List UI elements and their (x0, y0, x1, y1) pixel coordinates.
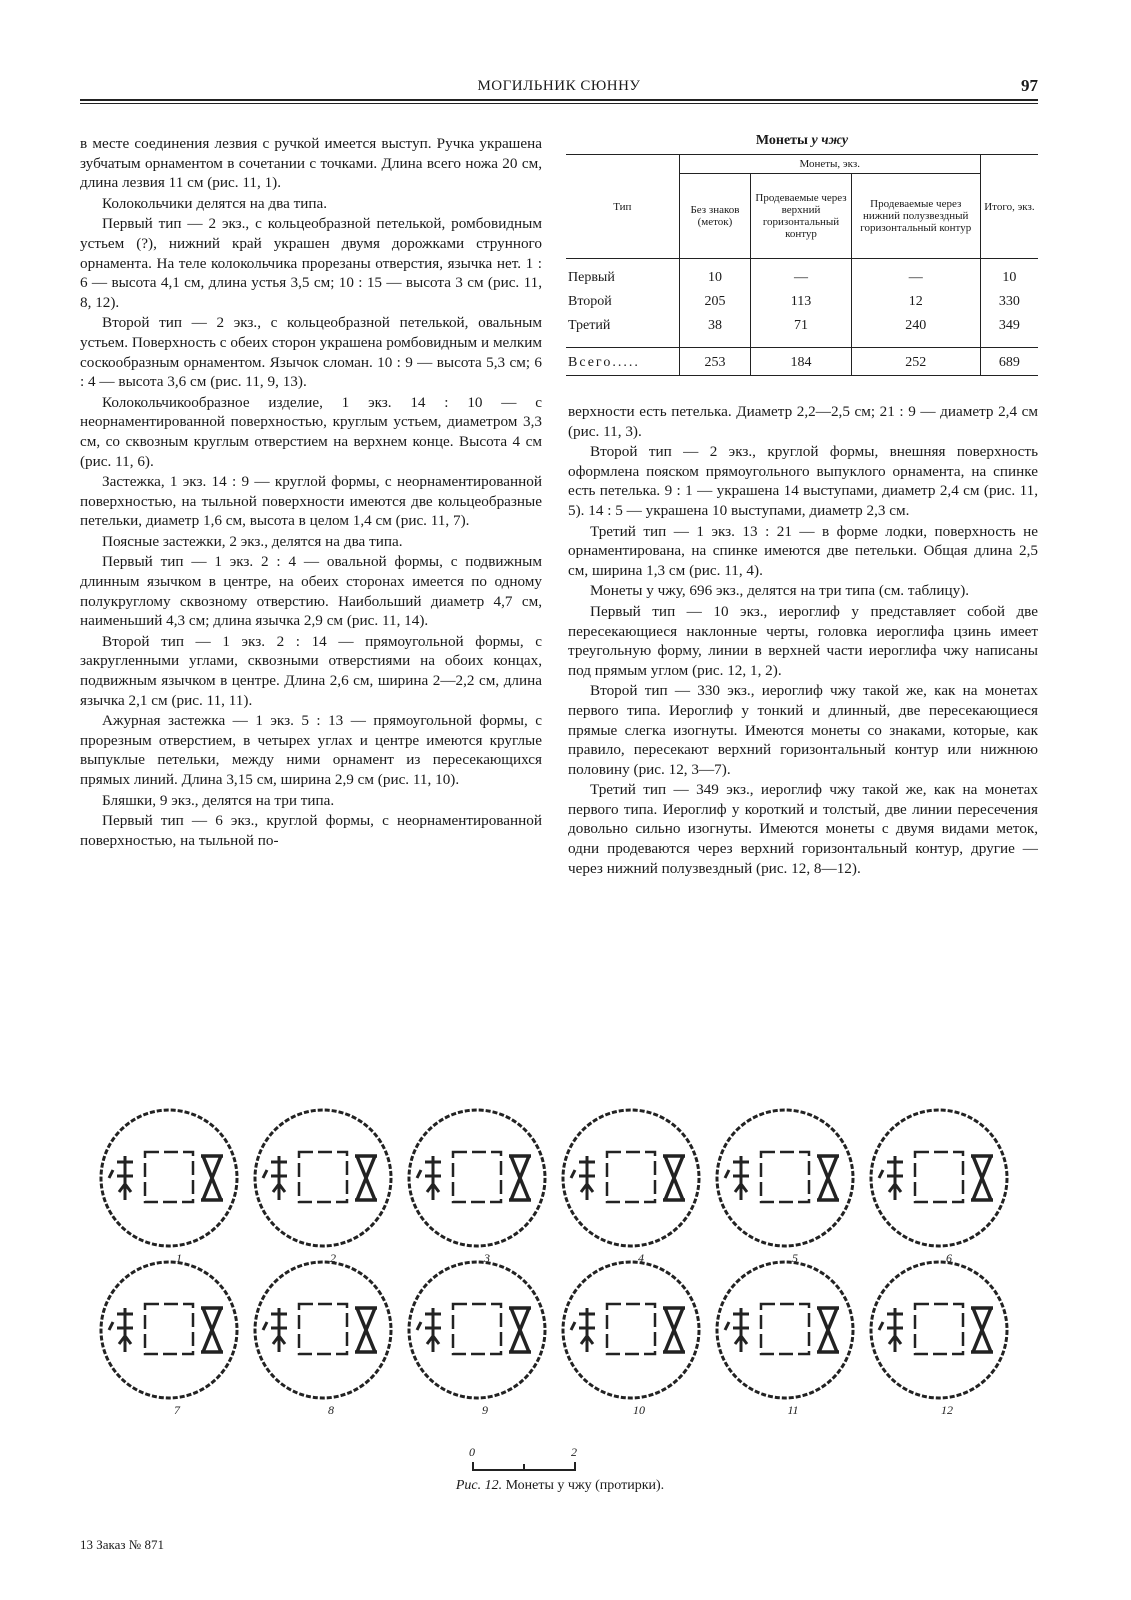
coin-rubbing (871, 1262, 1007, 1398)
table-cell: 330 (980, 290, 1038, 314)
coin-square-hole (915, 1304, 963, 1354)
table-cell: — (751, 259, 851, 291)
coin-number-label: 10 (633, 1403, 645, 1417)
coin-square-hole (453, 1304, 501, 1354)
coin-character-wu (971, 1308, 993, 1352)
table-header-group: Монеты, экз. (679, 155, 980, 174)
table-cell: Первый (566, 259, 679, 291)
coin-square-hole (145, 1304, 193, 1354)
table-total-row (566, 348, 1038, 376)
paragraph: Третий тип — 1 экз. 13 : 21 — в форме лодки, поверхность не орнаментирована, на спинке имеются две петельки. Общая длина 2,5 см, ширина 1,3 см (рис. 11, 4). (568, 522, 1038, 579)
coin-character-wu (817, 1156, 839, 1200)
coin-rubbing (255, 1110, 391, 1246)
coin-square-hole (299, 1304, 347, 1354)
header-rule (80, 99, 1038, 101)
right-column (568, 402, 1038, 878)
coin-number-label: 1 (176, 1251, 182, 1265)
coin-rim (409, 1110, 545, 1246)
table-cell: 12 (851, 290, 980, 314)
coin-rubbings-figure (95, 1100, 1035, 1435)
coin-number-label: 11 (787, 1403, 799, 1417)
coin-number-label: 12 (941, 1403, 953, 1417)
coin-number-label: 4 (638, 1251, 644, 1265)
table-header-no-marks: Без знаков (меток) (679, 174, 751, 259)
paragraph: Первый тип — 6 экз., круглой формы, с неорнаментированной поверхностью, на тыльной по- (80, 812, 542, 849)
coin-rubbing (717, 1110, 853, 1246)
coin-rubbing (717, 1262, 853, 1398)
table-row (566, 290, 1038, 314)
coin-character-wu (509, 1156, 531, 1200)
coin-character-wu (355, 1156, 377, 1200)
coin-square-hole (453, 1152, 501, 1202)
coin-rubbing (409, 1262, 545, 1398)
table-cell: 38 (679, 314, 751, 348)
paragraph: Второй тип — 330 экз., иероглиф чжу такой же, как на монетах первого типа. Иероглиф у тонкий и длинный, две пересекающиеся прямые слегка изогнуты. Имеются монеты со знаками, которые, как правило, пересекают верхний горизонтальный контур или нижнюю половину (рис. 12, 3—7). (568, 682, 1038, 778)
paragraph: Колокольчики делятся на два типа. (102, 194, 328, 212)
table-cell: 349 (980, 314, 1038, 348)
coin-character-zhu (725, 1308, 749, 1352)
table-header-total: Итого, экз. (980, 155, 1038, 259)
paragraph: в месте соединения лезвия с ручкой имеется выступ. Ручка украшена зубчатым орнаментом в сочетании с точками. Длина всего ножа 20 см, длина лезвия 11 см (рис. 11, 1). (80, 135, 542, 192)
coin-square-hole (145, 1152, 193, 1202)
coin-character-zhu (263, 1308, 287, 1352)
paragraph: Первый тип — 2 экз., с кольцеобразной петелькой, ромбовидным устьем (?), нижний край украшен двумя дорожками струнного орнамента. На теле колокольчика прорезаны отверстия, язычка нет. 1 : 6 — высота 4,1 см, длина устья 3,5 см; 10 : 15 — высота 3 см (рис. 11, 8, 12). (80, 215, 542, 311)
coin-rim (717, 1110, 853, 1246)
coin-number-label: 6 (946, 1251, 952, 1265)
coin-number-label: 7 (174, 1403, 180, 1417)
coin-number-label: 9 (482, 1403, 488, 1417)
table-cell: Третий (566, 314, 679, 348)
coin-character-zhu (417, 1308, 441, 1352)
coin-character-wu (971, 1156, 993, 1200)
coin-number-label: 3 (484, 1251, 490, 1265)
paragraph: Монеты у чжу, 696 экз., делятся на три типа (см. таблицу). (590, 582, 970, 600)
table-cell: 205 (679, 290, 751, 314)
table-caption (566, 133, 1038, 149)
coin-character-wu (201, 1156, 223, 1200)
coin-rubbing (563, 1262, 699, 1398)
coin-rim (871, 1110, 1007, 1246)
coin-character-wu (201, 1308, 223, 1352)
coin-character-zhu (109, 1308, 133, 1352)
coin-rim (255, 1262, 391, 1398)
coin-square-hole (915, 1152, 963, 1202)
page-number: 97 (1021, 76, 1038, 95)
coin-character-zhu (109, 1156, 133, 1200)
coin-number-label: 8 (328, 1403, 334, 1417)
printer-signature: 13 Заказ № 871 (80, 1537, 164, 1552)
paragraph: Застежка, 1 экз. 14 : 9 — круглой формы, с неорнаментированной поверхностью, на тыльной поверхности имеются две кольцеобразные петельки, диаметр 1,6 см, высота в целом 1,4 см (рис. 11, 7). (80, 473, 542, 530)
coin-square-hole (761, 1304, 809, 1354)
paragraph: Второй тип — 2 экз., круглой формы, внешняя поверхность оформлена пояском прямоугольного выпуклого орнамента, на спинке есть петелька. 9 : 1 — украшена 14 выступами, диаметр 2,4 см (рис. 11, 5). 14 : 5 — украшена 10 выступами, диаметр 2,3 см. (568, 443, 1038, 519)
paragraph: верхности есть петелька. Диаметр 2,2—2,5 см; 21 : 9 — диаметр 2,4 см (рис. 11, 3). (568, 403, 1038, 440)
paragraph: Второй тип — 2 экз., с кольцеобразной петелькой, овальным устьем. Поверхность с обеих сторон украшена ромбовидным и мелким соскообразным орнаментом. Язычок сломан. 10 : 9 — высота 5,3 см; 6 : 4 — высота 3,6 см (рис. 11, 9, 13). (80, 314, 542, 391)
table-cell: 10 (980, 259, 1038, 291)
scale-bar (465, 1446, 585, 1476)
coin-number-label: 2 (330, 1251, 336, 1265)
table-header-type: Тип (566, 155, 679, 259)
coin-rim (255, 1110, 391, 1246)
table-cell: 252 (851, 348, 980, 376)
table-row (566, 259, 1038, 291)
table-caption-italic: у чжу (811, 133, 849, 148)
table-cell: 113 (751, 290, 851, 314)
coin-rim (101, 1110, 237, 1246)
table-cell: 184 (751, 348, 851, 376)
coin-character-zhu (879, 1156, 903, 1200)
paragraph: Колокольчикообразное изделие, 1 экз. 14 : 10 — с неорнаментированной поверхностью, круглым устьем, диаметром 3,3 см, со сквозным круглым отверстием на верхнем конце. Высота 4 см (рис. 11, 6). (80, 393, 542, 470)
coin-rubbing (409, 1110, 545, 1246)
coin-square-hole (607, 1304, 655, 1354)
table-cell: 253 (679, 348, 751, 376)
coin-character-zhu (725, 1156, 749, 1200)
table-cell: 71 (751, 314, 851, 348)
figure-caption-prefix: Рис. 12. (455, 1478, 503, 1493)
coin-character-wu (355, 1308, 377, 1352)
coin-character-wu (663, 1156, 685, 1200)
coin-rubbing (255, 1262, 391, 1398)
table-header-upper: Продеваемые через верхний горизонтальный контур (751, 174, 851, 259)
coin-character-zhu (263, 1156, 287, 1200)
table-header-lower: Продеваемые через нижний полузвездный горизонтальный контур (851, 174, 980, 259)
coin-square-hole (299, 1152, 347, 1202)
coin-character-zhu (417, 1156, 441, 1200)
coin-rubbing (101, 1262, 237, 1398)
coin-character-zhu (879, 1308, 903, 1352)
coin-character-zhu (571, 1308, 595, 1352)
table-row (566, 314, 1038, 348)
header-rule-thin (80, 103, 1038, 104)
coin-rim (717, 1262, 853, 1398)
paragraph: Ажурная застежка — 1 экз. 5 : 13 — прямоугольной формы, с прорезным отверстием, в четырех углах и центре имеются круглые выпуклые петельки, между ними орнамент из пересекающихся прямых линий. Длина 3,15 см, ширина 2,9 см (рис. 11, 10). (80, 712, 542, 788)
paragraph: Бляшки, 9 экз., делятся на три типа. (102, 791, 335, 809)
table-cell: 10 (679, 259, 751, 291)
table-caption-prefix: Монеты (755, 133, 808, 148)
table-cell: Всего..... (566, 348, 679, 376)
table-cell: 240 (851, 314, 980, 348)
running-header (80, 76, 1038, 98)
scale-start-label: 0 (469, 1446, 475, 1459)
running-title: МОГИЛЬНИК СЮННУ (477, 78, 641, 94)
coin-square-hole (607, 1152, 655, 1202)
coin-rim (871, 1262, 1007, 1398)
coin-rubbing (563, 1110, 699, 1246)
coin-character-zhu (571, 1156, 595, 1200)
paragraph: Третий тип — 349 экз., иероглиф чжу такой же, как на монетах первого типа. Иероглиф у короткий и толстый, две линии пересечения довольно сильно изогнуты. Имеются монеты с двумя видами меток, одни продеваются через верхний горизонтальный контур, другие — через нижний полузвездный (рис. 12, 8—12). (568, 781, 1038, 877)
coin-character-wu (509, 1308, 531, 1352)
paragraph: Первый тип — 1 экз. 2 : 4 — овальной формы, с подвижным длинным язычком в центре, на обеих сторонах имеется по одному полукруглому сквозному отверстию. Наибольший диаметр 4,7 см, наименьший 4,3 см; длина язычка 2,9 см (рис. 11, 14). (80, 553, 542, 630)
coin-rubbing (101, 1110, 237, 1246)
coin-character-wu (817, 1308, 839, 1352)
coin-number-label: 5 (792, 1251, 798, 1265)
figure-caption-text: Монеты у чжу (протирки). (505, 1478, 665, 1493)
coin-rim (101, 1262, 237, 1398)
coin-square-hole (761, 1152, 809, 1202)
left-column (80, 134, 542, 850)
scale-end-label: 2 (571, 1446, 577, 1459)
paragraph: Второй тип — 1 экз. 2 : 14 — прямоугольной формы, с закругленными углами, сквозными отверстиями на обоих концах, подвижным язычком в центре. Длина 2,6 см, ширина 2—2,2 см, длина язычка 2,1 см (рис. 11, 11). (80, 632, 542, 709)
table-cell: Второй (566, 290, 679, 314)
coin-rim (563, 1262, 699, 1398)
table-cell: 689 (980, 348, 1038, 376)
paragraph: Поясные застежки, 2 экз., делятся на два типа. (102, 532, 403, 550)
coin-character-wu (663, 1308, 685, 1352)
paragraph: Первый тип — 10 экз., иероглиф у представляет собой две пересекающиеся наклонные черты, головка иероглифа цзинь имеет треугольную форму, линии в верхней части иероглифа чжу написаны под прямым углом (рис. 12, 1, 2). (568, 602, 1038, 679)
coin-rubbing (871, 1110, 1007, 1246)
table-cell: — (851, 259, 980, 291)
coin-rim (409, 1262, 545, 1398)
coins-table (566, 154, 1038, 376)
figure-caption (380, 1478, 740, 1494)
coin-rim (563, 1110, 699, 1246)
